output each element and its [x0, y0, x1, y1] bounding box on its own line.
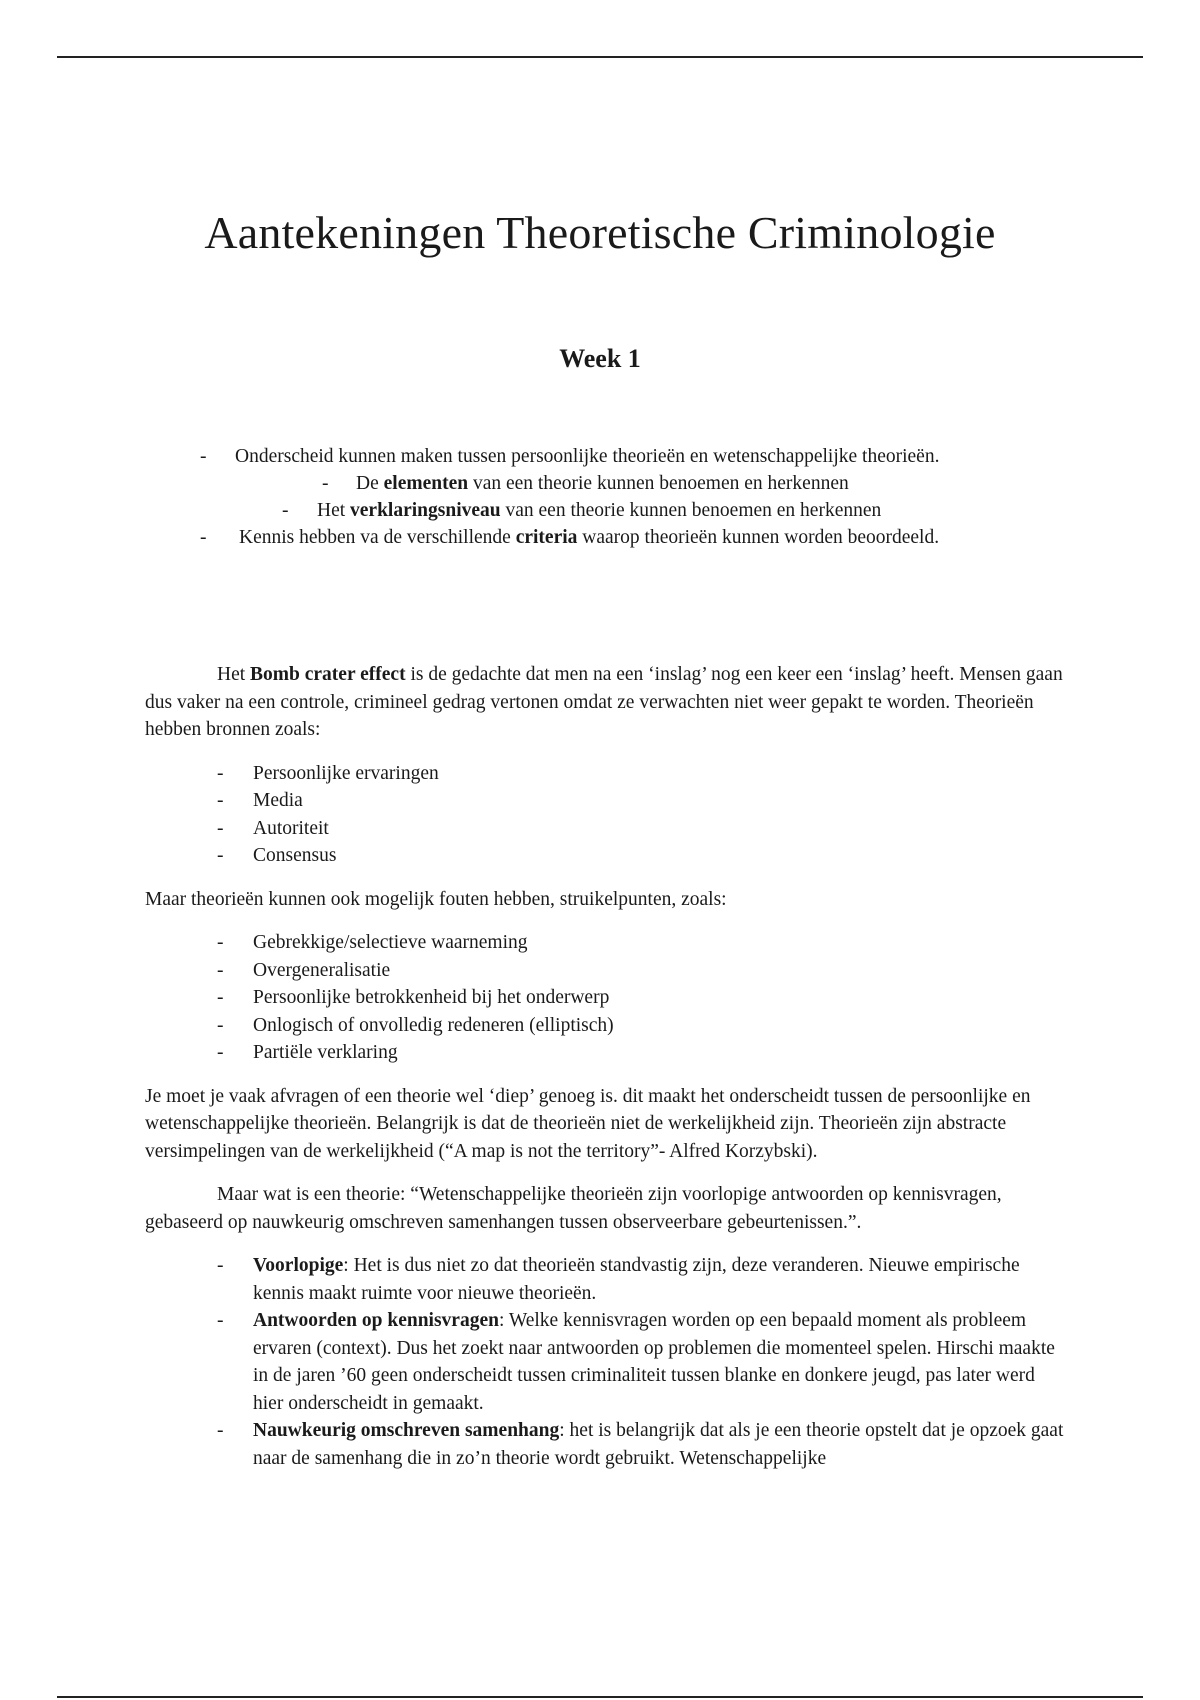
list-item: - Gebrekkige/selectieve waarneming: [217, 932, 528, 953]
list-item: - Nauwkeurig omschreven samenhang: het is belangrijk dat als je een theorie opstelt dat je opzoek gaat naar de samenhang die in zo’n theorie wordt gebruikt. Wetenschappelijke: [217, 1420, 1064, 1469]
list-item: - Overgeneralisatie: [217, 959, 391, 981]
paragraph-depth: Je moet je vaak afvragen of een theorie wel ‘diep’ genoeg is. dit maakt het onderscheidt tussen de persoonlijke en wetenschappelijke theorieën. Belangrijk is dat de theorieën niet de werkelijkheid zijn. Theorieën zijn abstracte versimpelingen van de werkelijkheid (“A map is not the territory”- Alfred Korzybski).: [145, 1085, 1031, 1162]
list-item: - Autoriteit: [217, 817, 329, 839]
list-item: - Persoonlijke ervaringen: [217, 762, 439, 784]
list-item: - Partiële verklaring: [217, 1042, 398, 1063]
learning-goals-list: [190, 443, 1070, 551]
sources-list: [145, 760, 1065, 870]
bullet-dash: -: [322, 473, 329, 494]
list-item: - Media: [217, 790, 303, 811]
list-item: - Voorlopige: Het is dus niet zo dat theorieën standvastig zijn, deze veranderen. Nieuwe empirische kennis maakt ruimte voor nieuwe theorieën.: [217, 1255, 1020, 1304]
main-body: [145, 661, 1065, 1472]
goal-item: - De elementen van een theorie kunnen benoemen en herkennen: [190, 470, 1070, 497]
bullet-dash: -: [282, 500, 289, 521]
list-item: - Consensus: [217, 845, 337, 866]
bullet-dash: -: [200, 446, 207, 467]
paragraph-pitfalls-intro: Maar theorieën kunnen ook mogelijk fouten hebben, struikelpunten, zoals:: [145, 888, 727, 910]
pitfalls-list: [145, 929, 1065, 1067]
top-rule: [57, 56, 1143, 58]
list-item: - Onlogisch of onvolledig redeneren (elliptisch): [217, 1014, 614, 1036]
list-item: - Antwoorden op kennisvragen: Welke kennisvragen worden op een bepaald moment als probleem ervaren (context). Dus het zoekt naar antwoorden op problemen die momenteel spelen. Hirschi maakte in de jaren ’60 geen onderscheidt tussen criminaliteit tussen blanke en donkere jeugd, pas later werd hier onderscheidt in gemaakt.: [217, 1310, 1055, 1414]
goal-item: - Het verklaringsniveau van een theorie kunnen benoemen en herkennen: [190, 497, 1070, 524]
document-title: Aantekeningen Theoretische Criminologie: [204, 207, 996, 258]
paragraph-bomb-crater: Het Bomb crater effect is de gedachte dat men na een ‘inslag’ nog een keer een ‘inslag’ heeft. Mensen gaan dus vaker na een controle, crimineel gedrag vertonen omdat ze verwachten niet weer gepakt te worden. Theorieën hebben bronnen zoals:: [145, 664, 1063, 740]
goal-item: - Kennis hebben va de verschillende criteria waarop theorieën kunnen worden beoordeeld.: [190, 524, 1070, 551]
definitions-list: [145, 1252, 1065, 1472]
goal-item: - Onderscheid kunnen maken tussen persoonlijke theorieën en wetenschappelijke theorieën.: [190, 443, 1070, 470]
bullet-dash: -: [200, 527, 207, 548]
paragraph-definition: Maar wat is een theorie: “Wetenschappelijke theorieën zijn voorlopige antwoorden op kennisvragen, gebaseerd op nauwkeurig omschreven samenhangen tussen observeerbare gebeurtenissen.”.: [145, 1184, 1002, 1233]
bottom-rule: [57, 1696, 1143, 1698]
list-item: - Persoonlijke betrokkenheid bij het onderwerp: [217, 987, 610, 1008]
week-heading: Week 1: [559, 344, 641, 373]
